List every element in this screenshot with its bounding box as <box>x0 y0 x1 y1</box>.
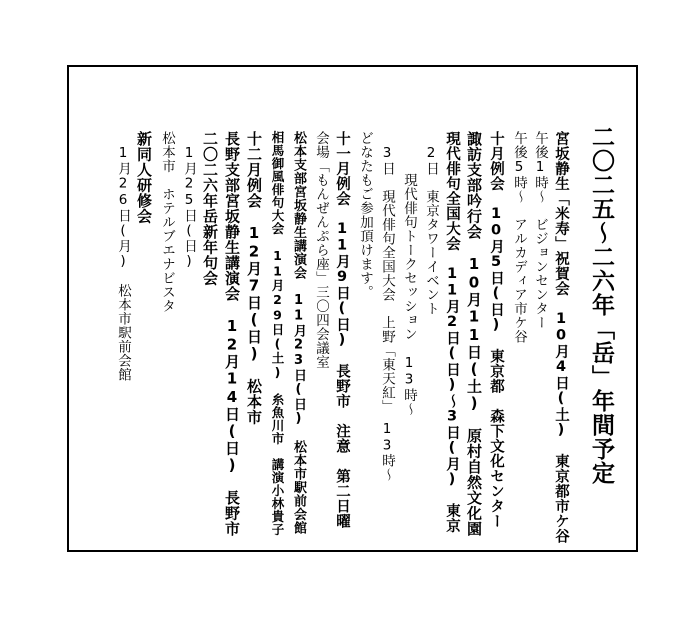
schedule-line-21: 1月26日(月) 松本市駅前会館 <box>115 131 131 382</box>
schedule-line-10: どなたもご参加頂けます。 <box>357 131 373 299</box>
schedule-line-11: 十一月例会 11月9日(日) 長野市 注意 第二日曜 <box>334 131 350 529</box>
schedule-line-14: 相馬御風俳句大会 11月29日(土) 糸魚川市 講演小林貴子 <box>270 131 285 536</box>
schedule-line-5: 諏訪支部吟行会 10月11日(土) 原村自然文化園 <box>465 131 483 537</box>
schedule-line-16: 長野支部宮坂静生講演会 12月14日(日) 長野市 <box>223 131 241 537</box>
schedule-line-8: 現代俳句トークセッション 13時〜 <box>401 131 417 416</box>
schedule-line-15: 十二月例会 12月7日(日) 松本市 <box>245 131 263 425</box>
schedule-line-12: 会場「もんぜんぷら座」三〇四会議室 <box>313 131 329 369</box>
schedule-line-9: 3日 現代俳句全国大会 上野「東天紅」 13時〜 <box>379 131 395 482</box>
schedule-line-3: 午後5時〜 アルカディア市ケ谷 <box>511 131 527 344</box>
schedule-line-18: 1月25日(日) <box>181 131 197 270</box>
schedule-line-2: 午後1時〜 ビジョンセンター <box>532 131 548 330</box>
page-title: 二〇二五〜二六年「岳」年間予定 <box>588 125 614 485</box>
schedule-line-13: 松本支部宮坂静生講演会 11月23日(日) 松本市駅前会館 <box>291 131 306 535</box>
schedule-line-1: 宮坂静生「米寿」祝賀会 10月4日(土) 東京都市ケ谷 <box>553 131 569 544</box>
schedule-frame <box>67 65 638 552</box>
schedule-line-6: 現代俳句全国大会 11月2日(日)〜3日(月) 東京 <box>444 131 460 533</box>
schedule-line-17: 二〇二六年岳新年句会 <box>201 131 219 286</box>
schedule-line-4: 十月例会 10月5日(日) 東京都 森下文化センター <box>488 131 504 529</box>
schedule-line-20: 新同人研修会 <box>135 131 153 224</box>
schedule-line-19: 松本市 ホテルブエナビスタ <box>159 131 175 313</box>
schedule-line-7: 2日 東京タワーイベント <box>423 131 439 316</box>
